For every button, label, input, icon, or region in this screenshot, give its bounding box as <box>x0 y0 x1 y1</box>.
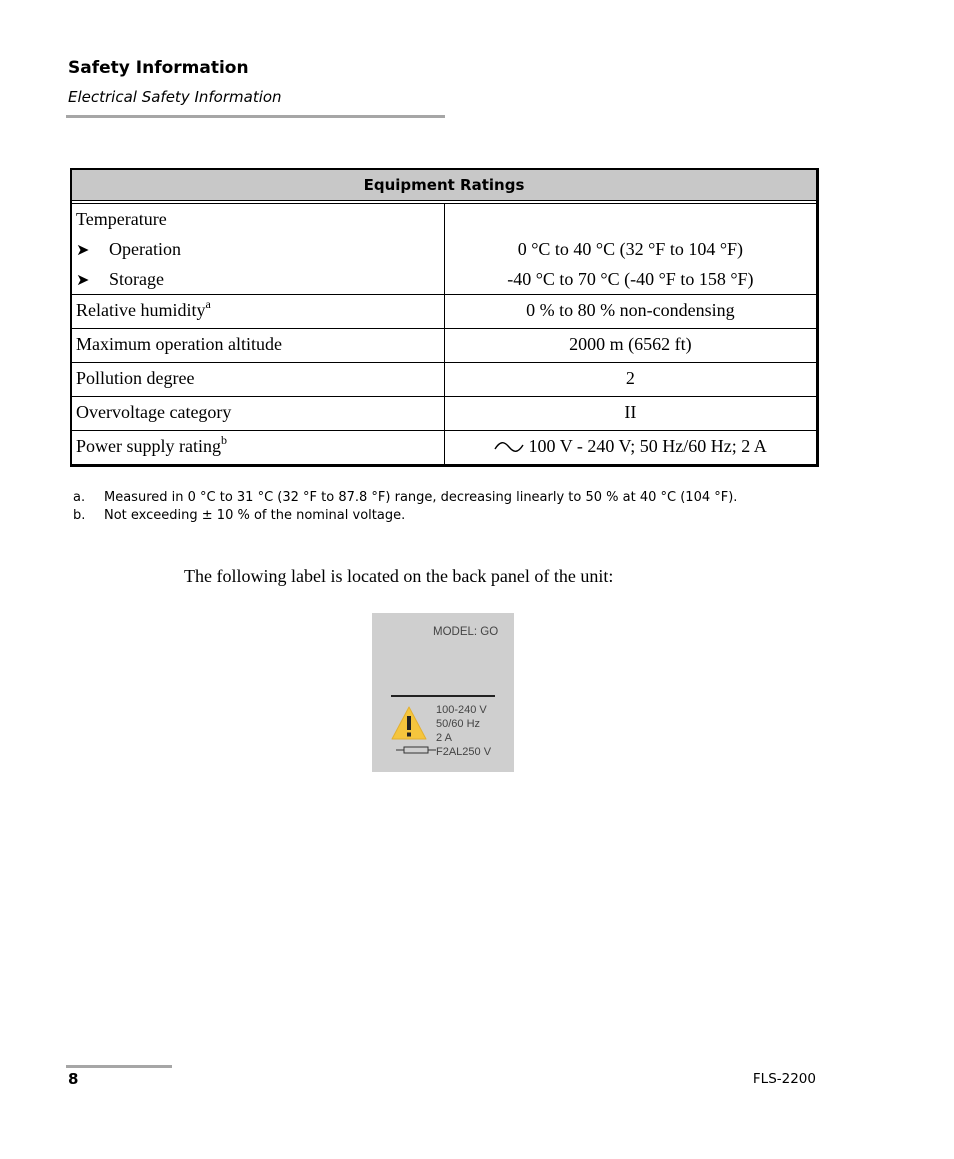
temperature-value-cell <box>444 204 817 295</box>
footnote-letter: a. <box>73 490 86 505</box>
ac-tilde-icon <box>494 441 524 453</box>
row-label-cell <box>71 431 444 466</box>
footer-divider <box>66 1065 172 1068</box>
label-spec-line: 50/60 Hz <box>436 718 481 730</box>
table-row <box>71 329 818 363</box>
page-number: 8 <box>68 1070 79 1088</box>
humidity-value: 0 % to 80 % non-condensing <box>444 295 817 329</box>
label-spec-line: F2AL250 V <box>436 746 492 758</box>
table-row <box>71 363 818 397</box>
fuse-icon <box>396 746 436 754</box>
table-row <box>71 397 818 431</box>
table-row <box>71 431 818 466</box>
footnote-text: Measured in 0 °C to 31 °C (32 °F to 87.8 °F) range, decreasing linearly to 50 % at 40 °C (104 °F). <box>104 490 738 505</box>
pollution-label: Pollution degree <box>71 363 444 397</box>
table-row <box>71 204 818 295</box>
temperature-label-cell <box>71 204 444 295</box>
warning-icon <box>390 705 428 741</box>
document-code: FLS-2200 <box>752 1071 816 1087</box>
label-specs <box>436 703 491 759</box>
footnote-ref: a <box>205 297 211 311</box>
footnote <box>73 489 737 507</box>
humidity-label: Relative humidity <box>76 300 206 320</box>
page-header-subtitle: Electrical Safety Information <box>68 88 282 106</box>
page-header-title: Safety Information <box>68 58 249 78</box>
storage-label: Storage <box>109 269 164 289</box>
operation-value: 0 °C to 40 °C (32 °F to 104 °F) <box>517 239 744 259</box>
table-footnotes <box>73 489 737 525</box>
table-header-row <box>71 169 818 201</box>
header-divider <box>66 115 445 118</box>
power-supply-label: Power supply rating <box>76 436 221 456</box>
altitude-label: Maximum operation altitude <box>71 329 444 363</box>
storage-value: -40 °C to 70 °C (-40 °F to 158 °F) <box>507 269 754 289</box>
overvoltage-value: II <box>444 397 817 431</box>
footnote-ref: b <box>220 433 227 447</box>
equipment-ratings-table <box>70 168 819 467</box>
label-model-text: MODEL: GO <box>433 626 499 638</box>
row-label-cell <box>71 295 444 329</box>
overvoltage-label: Overvoltage category <box>71 397 444 431</box>
footnote-text: Not exceeding ± 10 % of the nominal voltage. <box>104 508 406 523</box>
table-row <box>71 295 818 329</box>
altitude-value: 2000 m (6562 ft) <box>444 329 817 363</box>
label-spec-line: 2 A <box>436 732 452 744</box>
label-divider <box>391 695 495 697</box>
row-value-cell <box>444 431 817 466</box>
footnote <box>73 507 737 525</box>
back-panel-label-image <box>372 613 514 772</box>
power-supply-value: 100 V - 240 V; 50 Hz/60 Hz; 2 A <box>528 436 767 456</box>
pollution-value: 2 <box>444 363 817 397</box>
arrow-bullet-icon: ➤ <box>76 242 90 259</box>
label-spec-line: 100-240 V <box>436 704 487 716</box>
temperature-label: Temperature <box>76 209 167 229</box>
table-title: Equipment Ratings <box>71 169 818 201</box>
operation-label: Operation <box>109 239 181 259</box>
arrow-bullet-icon: ➤ <box>76 272 90 289</box>
body-paragraph: The following label is located on the back panel of the unit: <box>184 566 614 586</box>
footnote-letter: b. <box>73 508 86 523</box>
